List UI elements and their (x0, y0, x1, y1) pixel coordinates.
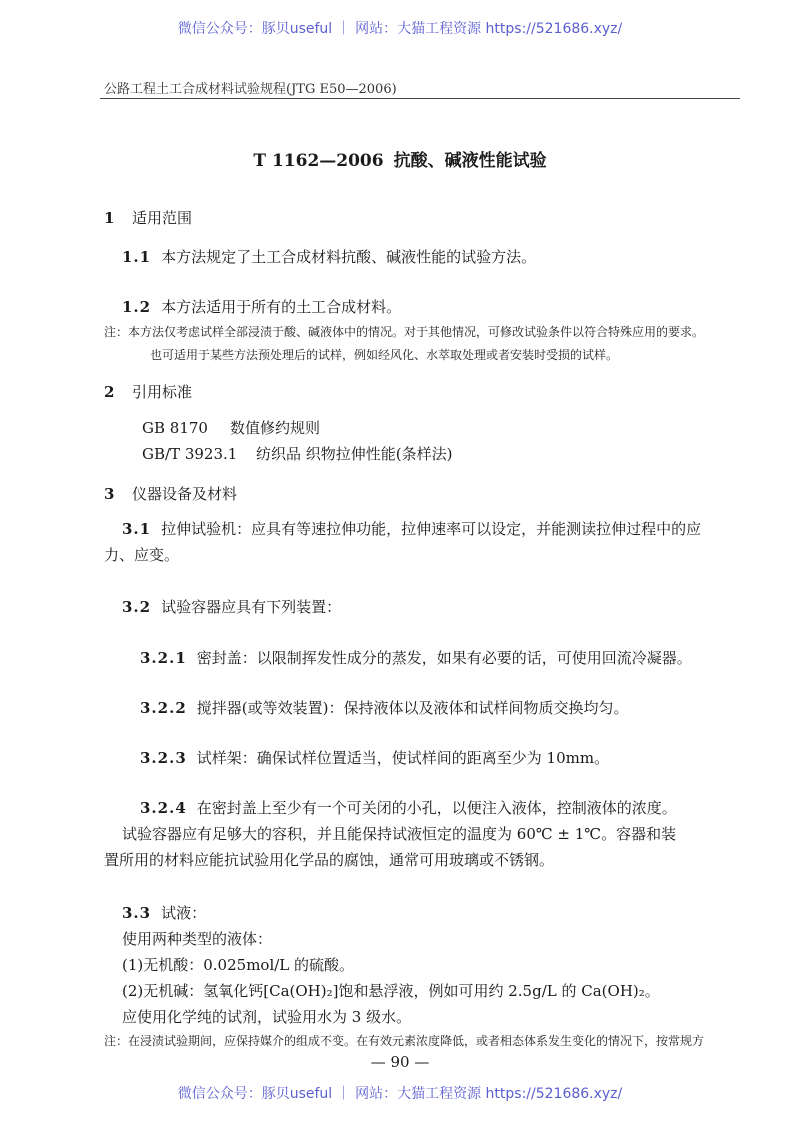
clause-text: 在密封盖上至少有一个可关闭的小孔，以便注入液体，控制液体的浓度。 (196, 799, 677, 817)
section-2-heading (104, 381, 192, 402)
clause-text: 拉伸试验机：应具有等速拉伸功能，拉伸速率可以设定，并能测读拉伸过程中的应 (161, 520, 702, 538)
clause-3-2-2 (140, 697, 628, 719)
clause-number: 3.2.2 (140, 699, 187, 717)
section-number: 3 (104, 485, 115, 503)
title-text: 抗酸、碱液性能试验 (393, 151, 547, 171)
page-number: — 90 — (370, 1053, 430, 1071)
clause-number: 1.1 (122, 248, 152, 266)
clause-text: 试验容器应具有下列装置： (161, 598, 342, 616)
clause-text: 试液： (161, 904, 207, 922)
clause-text: 本方法规定了土工合成材料抗酸、碱液性能的试验方法。 (161, 248, 537, 266)
section-title: 引用标准 (132, 383, 193, 401)
paragraph-line: 使用两种类型的液体： (122, 930, 273, 948)
header-divider (100, 98, 740, 99)
reference-code: GB/T 3923.1 (142, 445, 238, 463)
note-1-line-1: 注：本方法仅考虑试样全部浸渍于酸、碱液体中的情况。对于其他情况，可修改试验条件以符合特殊应用的要求。 (104, 325, 705, 339)
clause-text: 试样架：确保试样位置适当，使试样间的距离至少为 10mm。 (196, 749, 610, 767)
clause-3-2-3 (140, 747, 609, 769)
title-number: T 1162—2006 (253, 151, 384, 171)
clause-number: 3.3 (122, 904, 152, 922)
section-3-heading (104, 483, 237, 504)
clause-number: 3.2 (122, 598, 152, 616)
reference-name: 纺织品 织物拉伸性能(条样法) (256, 445, 453, 463)
clause-text: 密封盖：以限制挥发性成分的蒸发，如果有必要的话，可使用回流冷凝器。 (196, 649, 692, 667)
section-title: 适用范围 (132, 209, 193, 227)
note-3-3-line-1: 注：在浸渍试验期间，应保持媒介的组成不变。在有效元素浓度降低，或者相态体系发生变化的情况下，按常规方 (104, 1034, 705, 1048)
note-1-line-2: 也可适用于某些方法预处理后的试样，例如经风化、水萃取处理或者安装时受损的试样。 (150, 348, 619, 362)
clause-number: 3.1 (122, 520, 152, 538)
clause-text: 搅拌器(或等效装置)：保持液体以及液体和试样间物质交换均匀。 (196, 699, 629, 717)
clause-number: 1.2 (122, 298, 152, 316)
clause-1-2 (122, 296, 401, 318)
clause-number: 3.2.3 (140, 749, 187, 767)
reference-item (142, 417, 320, 439)
clause-3-2 (122, 596, 341, 618)
clause-3-2-1 (140, 647, 692, 669)
section-number: 1 (104, 209, 115, 227)
reference-code: GB 8170 (142, 419, 208, 437)
clause-text: 本方法适用于所有的土工合成材料。 (161, 298, 402, 316)
reference-name: 数值修约规则 (230, 419, 321, 437)
section-number: 2 (104, 383, 115, 401)
section-1-heading (104, 207, 192, 228)
clause-number: 3.2.1 (140, 649, 187, 667)
clause-1-1 (122, 246, 536, 268)
clause-3-1 (122, 518, 701, 540)
paragraph-line: (2)无机碱：氢氧化钙[Ca(OH)₂]饱和悬浮液，例如可用约 2.5g/L 的 Ca(OH)₂。 (122, 982, 660, 1000)
paragraph-line: 置所用的材料应能抗试验用化学品的腐蚀，通常可用玻璃或不锈钢。 (104, 851, 555, 869)
clause-3-3 (122, 902, 206, 924)
paragraph-line: 试验容器应有足够大的容积，并且能保持试液恒定的温度为 60℃ ± 1℃。容器和装 (122, 825, 677, 843)
section-title: 仪器设备及材料 (132, 485, 238, 503)
clause-number: 3.2.4 (140, 799, 187, 817)
running-head: 公路工程土工合成材料试验规程(JTG E50—2006) (104, 82, 397, 97)
clause-3-2-4 (140, 797, 677, 819)
clause-3-1-continuation: 力、应变。 (104, 546, 180, 564)
watermark-top: 微信公众号：豚贝useful ｜ 网站：大猫工程资源 https://521686.xyz/ (177, 21, 623, 37)
paragraph-line: (1)无机酸：0.025mol/L 的硫酸。 (122, 956, 355, 974)
page-title (0, 146, 800, 171)
watermark-bottom: 微信公众号：豚贝useful ｜ 网站：大猫工程资源 https://521686.xyz/ (177, 1086, 623, 1102)
paragraph-line: 应使用化学纯的试剂，试验用水为 3 级水。 (122, 1008, 412, 1026)
reference-item (142, 443, 452, 465)
